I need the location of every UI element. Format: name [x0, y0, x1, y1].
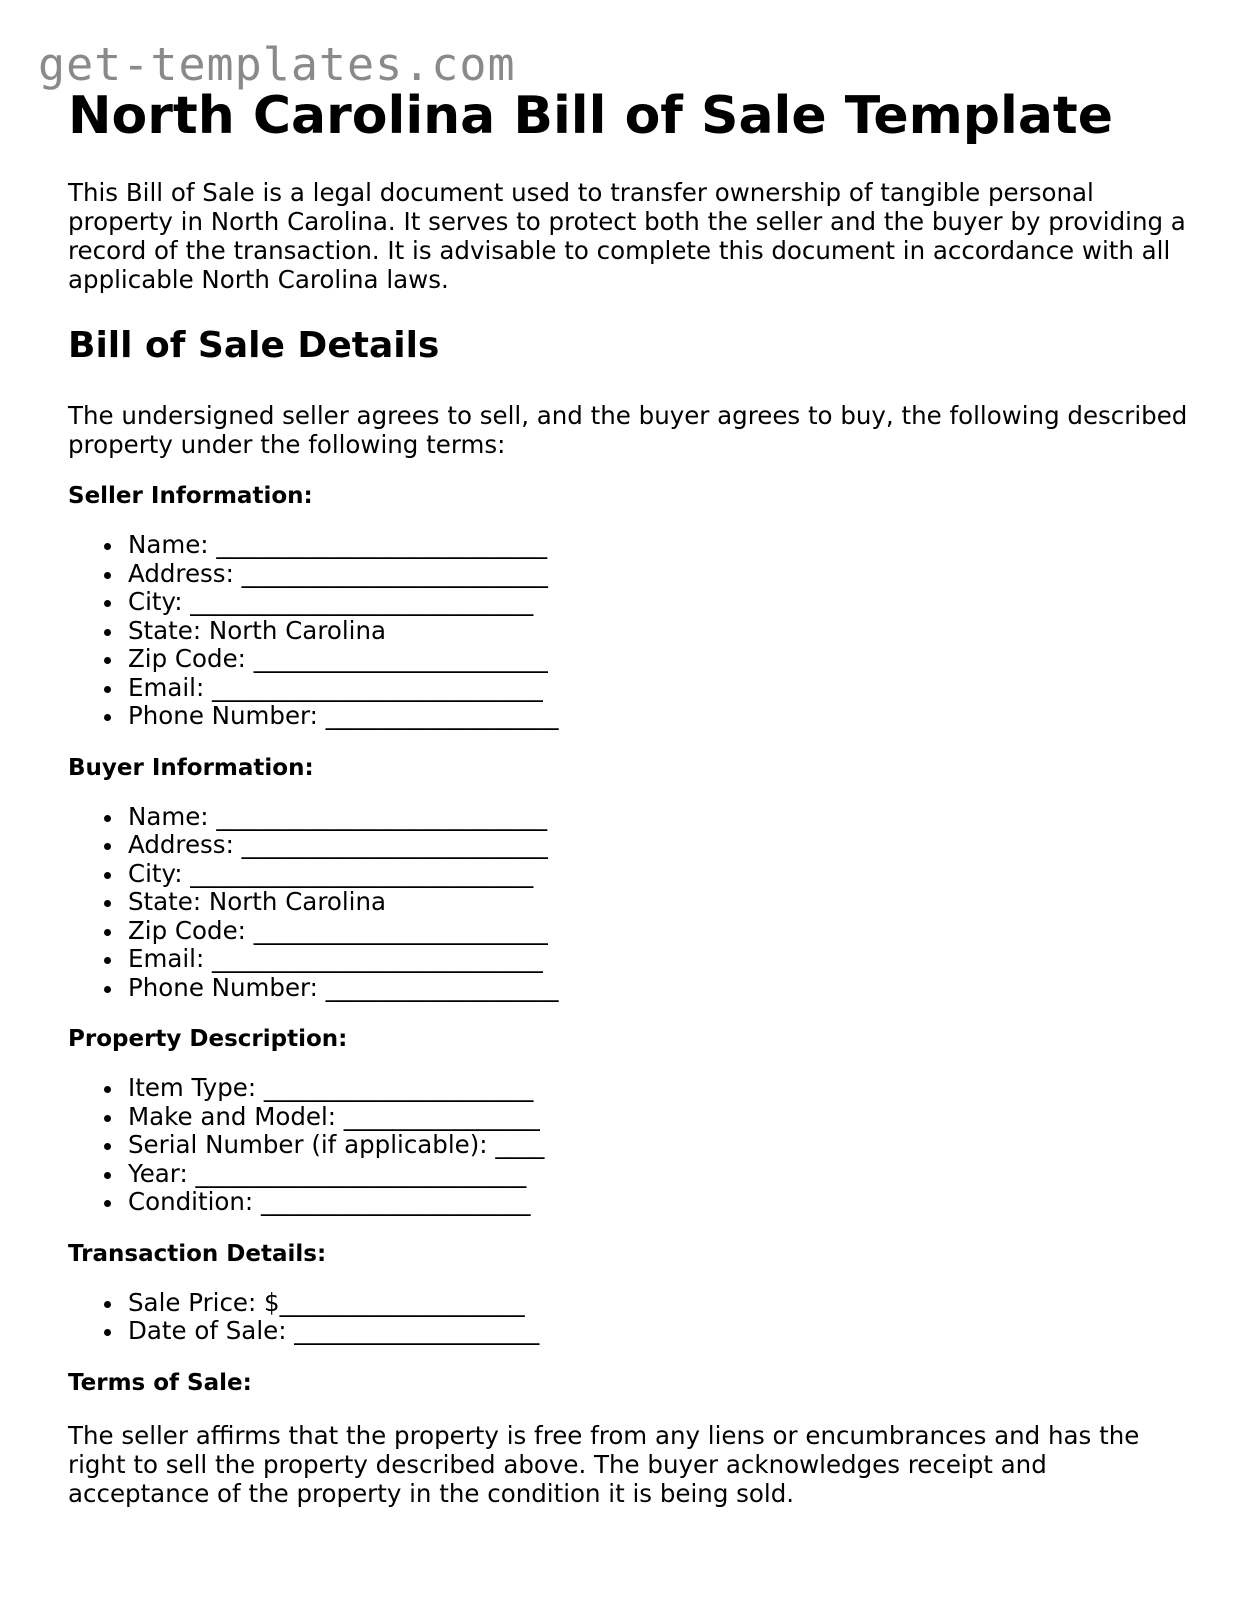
seller-address-field: Address: _________________________: [128, 560, 1188, 589]
terms-heading: Terms of Sale:: [68, 1369, 252, 1396]
seller-phone-field: Phone Number: ___________________: [128, 702, 1188, 731]
buyer-email-field: Email: ___________________________: [128, 945, 1188, 974]
document-page: [68, 84, 1188, 1508]
document-title: North Carolina Bill of Sale Template: [68, 86, 1114, 146]
serial-number-field: Serial Number (if applicable): ____: [128, 1131, 1188, 1160]
watermark: get-templates.com: [38, 38, 516, 91]
property-heading: Property Description:: [68, 1026, 348, 1052]
date-of-sale-field: Date of Sale: ____________________: [128, 1317, 1188, 1346]
seller-name-field: Name: ___________________________: [128, 531, 1188, 560]
terms-paragraph: The seller affirms that the property is free from any liens or encumbrances and has the right to sell the property described above. The buyer acknowledges receipt and acceptance of the property in the condition it is being sold.: [68, 1420, 1140, 1508]
details-lead-paragraph: The undersigned seller agrees to sell, and the buyer agrees to buy, the following described property under the following terms:: [68, 401, 1188, 459]
make-model-field: Make and Model: ________________: [128, 1103, 1188, 1132]
intro-paragraph: This Bill of Sale is a legal document used to transfer ownership of tangible personal property in North Carolina. It serves to protect both the seller and the buyer by providing a record of the transaction. It is advisable to complete this document in accordance with all applicable North Carolina laws.: [68, 178, 1186, 294]
buyer-zip-field: Zip Code: ________________________: [128, 917, 1188, 946]
buyer-name-field: Name: ___________________________: [128, 803, 1188, 832]
seller-email-field: Email: ___________________________: [128, 674, 1188, 703]
condition-field: Condition: ______________________: [128, 1188, 1188, 1217]
seller-city-field: City: ____________________________: [128, 588, 1188, 617]
buyer-list: [68, 803, 1188, 1003]
property-list: [68, 1074, 1188, 1217]
seller-list: [68, 531, 1188, 731]
item-type-field: Item Type: ______________________: [128, 1074, 1188, 1103]
transaction-heading: Transaction Details:: [68, 1240, 327, 1267]
year-field: Year: ___________________________: [128, 1160, 1188, 1189]
buyer-heading: Buyer Information:: [68, 754, 314, 781]
seller-state-field: State: North Carolina: [128, 617, 1188, 646]
seller-zip-field: Zip Code: ________________________: [128, 645, 1188, 674]
buyer-phone-field: Phone Number: ___________________: [128, 974, 1188, 1003]
buyer-address-field: Address: _________________________: [128, 831, 1188, 860]
transaction-list: [68, 1289, 1188, 1346]
buyer-state-field: State: North Carolina: [128, 888, 1188, 917]
buyer-city-field: City: ____________________________: [128, 860, 1188, 889]
sale-price-field: Sale Price: $____________________: [128, 1289, 1188, 1318]
seller-heading: Seller Information:: [68, 483, 313, 509]
details-heading: Bill of Sale Details: [68, 325, 440, 366]
